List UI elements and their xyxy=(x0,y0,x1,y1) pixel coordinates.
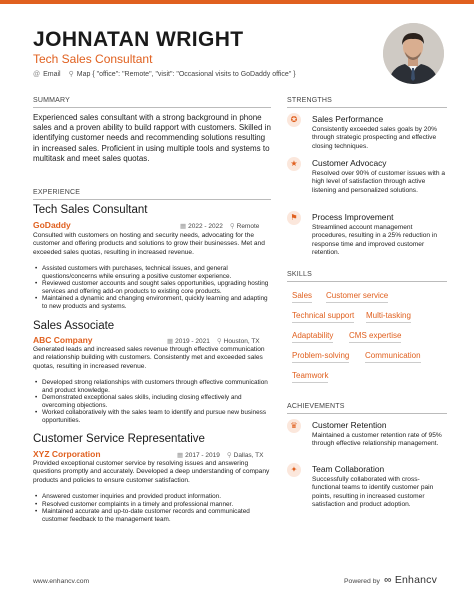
skills-divider xyxy=(287,281,447,282)
job-title: Tech Sales Consultant xyxy=(33,204,148,216)
star-icon: ★ xyxy=(287,157,301,171)
strength-description: Streamlined account management procedures, resulting in a 25% reduction in response time and improved customer retention. xyxy=(312,224,437,256)
summary-heading: SUMMARY xyxy=(33,97,71,104)
location-pin-icon: ⚲ xyxy=(216,338,222,345)
list-item: • Maintained a dynamic and changing environment, quickly learning and adapting to new products and systems. xyxy=(33,295,271,310)
list-item: • Reviewed customer accounts and sought sales opportunities, upgrading hosting services and offering add-on products to existing core products. xyxy=(33,280,271,295)
candidate-name: JOHNATAN WRIGHT xyxy=(33,28,244,51)
calendar-icon: ▦ xyxy=(180,223,187,230)
job-meta xyxy=(167,337,260,345)
achievements-divider xyxy=(287,413,447,414)
achievements-heading: ACHIEVEMENTS xyxy=(287,403,345,410)
summary-text: Experienced sales consultant with a strong background in phone sales and a proven ability to build rapport with customers. Skilled in identifying customer needs and recommending solutions resulting in increased sales. Proficient in using multiple tools and systems to multitask and meet sales quotas. xyxy=(33,113,271,163)
job-bullets xyxy=(33,493,271,523)
skill-tag: Multi-tasking xyxy=(366,308,411,323)
job-company: ABC Company xyxy=(33,335,93,345)
strength-title: Customer Advocacy xyxy=(312,158,387,168)
job-description: Generated leads and increased sales revenue through effective communication and relationship building with customers. Consistently met and exceeded sales quotas, resulting in increased revenue. xyxy=(33,346,265,370)
job-description: Consulted with customers on hosting and security needs, advocating for the customer and offering products and solutions to grow their businesses. Met and exceeded sales quotas, resulting in increased revenue. xyxy=(33,232,265,256)
skill-tag: CMS expertise xyxy=(349,328,401,343)
calendar-icon: ▦ xyxy=(177,452,184,459)
strengths-heading: STRENGTHS xyxy=(287,97,332,104)
candidate-headline: Tech Sales Consultant xyxy=(33,52,153,66)
list-item: • Worked collaboratively with the sales team to identify and pursue new business opportunities. xyxy=(33,409,271,424)
skill-tag: Technical support xyxy=(292,308,354,323)
footer-brand-name: Enhancv xyxy=(394,574,438,586)
footer-website-link[interactable]: www.enhancv.com xyxy=(33,578,90,585)
list-item: • Maintained accurate and up-to-date customer records and communicated customer feedback to the management team. xyxy=(33,508,271,523)
location-pin-icon: ⚲ xyxy=(229,223,235,230)
accent-top-bar xyxy=(0,0,474,4)
flag-icon: ⚑ xyxy=(287,211,301,225)
job-dates: 2017 - 2019 xyxy=(185,451,220,459)
skill-tag: Communication xyxy=(365,348,421,363)
experience-divider xyxy=(33,199,271,200)
skill-tag: Problem-solving xyxy=(292,348,349,363)
list-item: • Developed strong relationships with customers through effective communication and product knowledge. xyxy=(33,379,271,394)
location-text: Map { "office": "Remote", "visit": "Occasional visits to GoDaddy office" } xyxy=(76,70,296,78)
strengths-divider xyxy=(287,107,447,108)
handshake-icon: ✦ xyxy=(287,463,301,477)
job-company: XYZ Corporation xyxy=(33,449,101,459)
contact-row xyxy=(33,70,296,78)
skill-tag: Sales xyxy=(292,288,312,303)
list-item: • Assisted customers with purchases, technical issues, and general questions/concerns while ensuring a positive customer experience. xyxy=(33,265,271,280)
strength-title: Process Improvement xyxy=(312,212,394,222)
job-bullets xyxy=(33,379,271,425)
job-company: GoDaddy xyxy=(33,220,71,230)
strength-title: Sales Performance xyxy=(312,114,384,124)
footer-powered-by: Powered by xyxy=(344,578,380,585)
achievement-description: Maintained a customer retention rate of 95% through effective relationship management. xyxy=(312,432,442,448)
job-bullets xyxy=(33,265,271,311)
avatar xyxy=(383,23,444,84)
experience-heading: EXPERIENCE xyxy=(33,189,81,196)
job-meta xyxy=(177,451,264,459)
job-location: Houston, TX xyxy=(223,337,260,345)
skill-tag: Teamwork xyxy=(292,368,328,383)
achievement-title: Team Collaboration xyxy=(312,464,385,474)
skill-tag: Customer service xyxy=(326,288,388,303)
skill-tag: Adaptability xyxy=(292,328,333,343)
skills-heading: SKILLS xyxy=(287,271,312,278)
job-title: Customer Service Representative xyxy=(33,433,205,445)
job-description: Provided exceptional customer service by resolving issues and answering questions promptly and accurately. Developed a deep understanding of company products and policies to ensure customer satisfaction. xyxy=(33,460,270,484)
enhancv-logo-icon: ∞ xyxy=(384,574,392,586)
achievement-title: Customer Retention xyxy=(312,420,387,430)
calendar-icon: ▦ xyxy=(167,338,174,345)
job-title: Sales Associate xyxy=(33,320,115,332)
email-link[interactable]: Email xyxy=(43,70,61,78)
achievement-description: Successfully collaborated with cross-functional teams to identify customer pain points, resulting in increased customer satisfaction and product adoption. xyxy=(312,476,434,508)
job-meta xyxy=(180,222,259,230)
list-item: • Answered customer inquiries and provided product information. xyxy=(33,493,271,501)
trophy-icon: ♛ xyxy=(287,419,301,433)
strength-description: Consistently exceeded sales goals by 20% through strategic prospecting and effective closing techniques. xyxy=(312,126,437,150)
summary-divider xyxy=(33,107,271,108)
location-pin-icon: ⚲ xyxy=(68,71,74,78)
list-item: • Resolved customer complaints in a timely and professional manner. xyxy=(33,501,271,509)
job-location: Remote xyxy=(236,222,260,230)
footer-brand-logo[interactable] xyxy=(384,574,437,586)
location-pin-icon: ⚲ xyxy=(226,452,232,459)
strength-description: Resolved over 90% of customer issues with a high level of satisfaction through active listening and personalized solutions. xyxy=(312,170,446,194)
at-icon: @ xyxy=(33,70,41,78)
job-dates: 2019 - 2021 xyxy=(175,337,210,345)
list-item: • Demonstrated exceptional sales skills, including closing effectively and overcoming objections. xyxy=(33,394,271,409)
ribbon-icon: ✪ xyxy=(287,113,301,127)
job-dates: 2022 - 2022 xyxy=(188,222,223,230)
job-location: Dallas, TX xyxy=(233,451,264,459)
